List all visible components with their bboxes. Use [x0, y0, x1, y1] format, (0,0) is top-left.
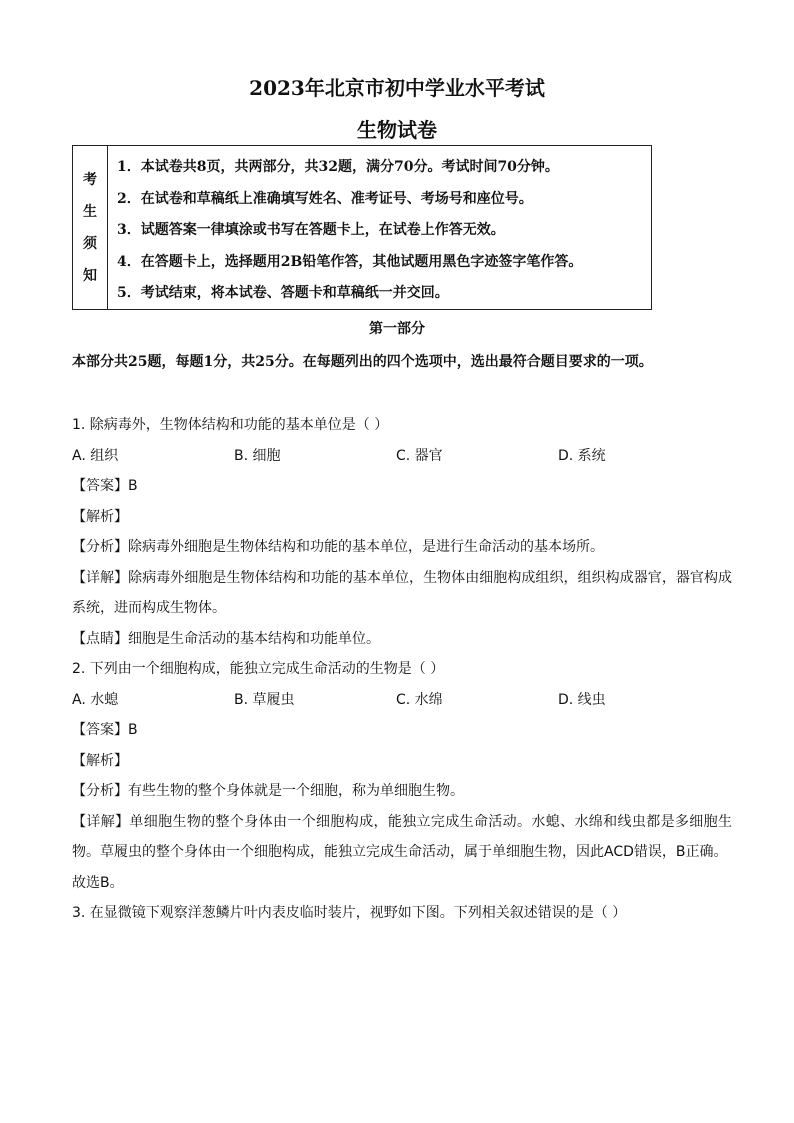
option-b: B. 细胞 — [234, 447, 281, 464]
question-options — [72, 685, 732, 716]
answer: 【答案】B — [72, 478, 138, 494]
option-d: D. 线虫 — [558, 691, 606, 708]
analysis-dianjing: 【点睛】细胞是生命活动的基本结构和功能单位。 — [72, 630, 380, 647]
option-a: A. 水螅 — [72, 691, 119, 708]
option-c: C. 水绵 — [396, 691, 443, 708]
option-d: D. 系统 — [558, 447, 606, 464]
answer: 【答案】B — [72, 722, 138, 738]
option-b: B. 草履虫 — [234, 691, 295, 708]
analysis-xiangjie: 【详解】除病毒外细胞是生物体结构和功能的基本单位，生物体由细胞构成组织，组织构成器官，器官构成系统，进而构成生物体。 — [72, 569, 732, 616]
notice-label — [73, 146, 108, 309]
notice-item: 5．考试结束，将本试卷、答题卡和草稿纸一并交回。 — [117, 285, 449, 301]
analysis-label: 【解析】 — [72, 752, 128, 769]
option-a: A. 组织 — [72, 447, 119, 464]
questions-content — [72, 410, 732, 929]
section-intro: 本部分共25题，每题1分，共25分。在每题列出的四个选项中，选出最符合题目要求的一项。 — [72, 354, 653, 370]
question-options — [72, 441, 732, 472]
analysis-label: 【解析】 — [72, 508, 128, 525]
section-title: 第一部分 — [369, 321, 425, 337]
notice-label-char: 须 — [83, 235, 97, 252]
notice-item: 2．在试卷和草稿纸上准确填写姓名、准考证号、考场号和座位号。 — [117, 190, 533, 207]
notice-items — [117, 152, 647, 310]
notice-label-char: 生 — [83, 203, 97, 220]
question-stem: 2. 下列由一个细胞构成，能独立完成生命活动的生物是（ ） — [72, 661, 445, 677]
question-stem: 3. 在显微镜下观察洋葱鳞片叶内表皮临时装片，视野如下图。下列相关叙述错误的是（ ） — [72, 905, 627, 921]
notice-item: 1．本试卷共8页，共两部分，共32题，满分70分。考试时间70分钟。 — [117, 159, 559, 175]
notice-item: 3．试题答案一律填涂或书写在答题卡上，在试卷上作答无效。 — [117, 222, 505, 238]
notice-item: 4．在答题卡上，选择题用2B铅笔作答，其他试题用黑色字迹签字笔作答。 — [117, 253, 583, 270]
candidate-notice-box — [72, 145, 652, 310]
option-c: C. 器官 — [396, 447, 443, 464]
analysis-fenxi: 【分析】除病毒外细胞是生物体结构和功能的基本单位，是进行生命活动的基本场所。 — [72, 539, 604, 555]
analysis-xiangjie: 【详解】单细胞生物的整个身体由一个细胞构成，能独立完成生命活动。水螅、水绵和线虫都是多细胞生物。草履虫的整个身体由一个细胞构成，能独立完成生命活动，属于单细胞生物，因此ACD错误，B正确。 — [72, 813, 732, 860]
analysis-fenxi: 【分析】有些生物的整个身体就是一个细胞，称为单细胞生物。 — [72, 783, 464, 799]
conclusion: 故选B。 — [72, 874, 124, 891]
exam-title: 2023年北京市初中学业水平考试 — [249, 76, 545, 100]
question-stem: 1. 除病毒外，生物体结构和功能的基本单位是（ ） — [72, 417, 389, 433]
exam-subtitle: 生物试卷 — [357, 118, 437, 142]
notice-label-char: 知 — [83, 267, 97, 284]
notice-label-char: 考 — [83, 171, 97, 188]
